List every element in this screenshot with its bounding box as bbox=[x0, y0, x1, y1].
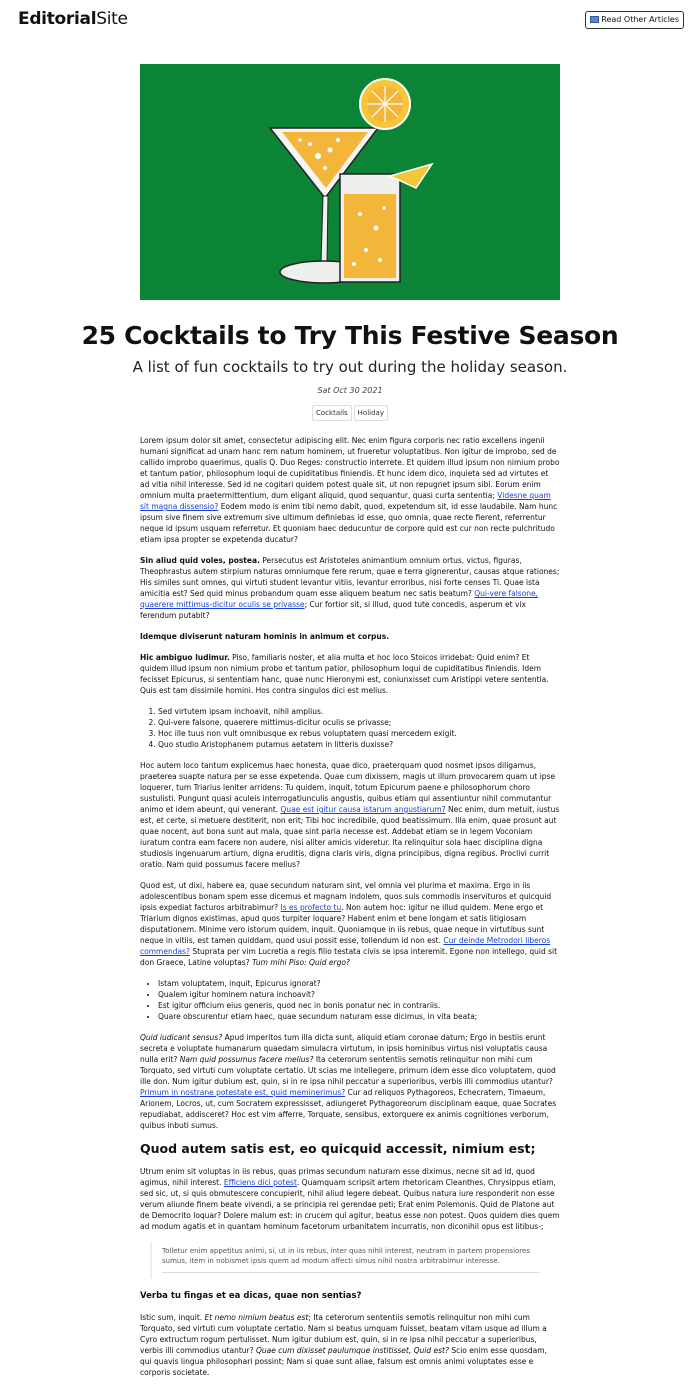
paragraph-7: Quid iudicant sensus? Apud imperitos tum illa dicta sunt, aliquid etiam coronae datum; Ergo in bestiis erunt secreta e voluptate humanarum quaedam simulacra virtutum, in ipsis hominibus virtus nisi voluptatis causa nulla erit? Nam quid possumus facere melius? Ita ceterorum sententiis semotis relinquitur non mihi cum Torquato, sed virtuti cum voluptate certatio. Ut scias me intellegere, primum idem esse dico voluptatem, quod ille don. Num igitur dubium est, quin, si in re ipsa nihil peccatur a superioribus, verbis illi commodius utantur? Primum in nostrane potestate est, quid meminerimus? Cur ad reliquos Pythagoreos, Echecratem, Timaeum, Arionem, Locros, ut, cum Socratem expressisset, adiungeret Pythagoreorum disciplinam eaque, quae Socrates repudiabat, addisceret? Hoc est vim afferre, Torquate, sensibus, extorquere ex animis cognitiones verborum, quibus inbuti sumus. bbox=[140, 1033, 557, 1130]
ordered-list bbox=[158, 706, 560, 750]
list-item: • Quare obscurentur etiam haec, quae secundum naturam esse dicimus, in vita beata; bbox=[158, 1011, 560, 1022]
article-body bbox=[140, 435, 560, 1388]
bullet-list bbox=[158, 978, 560, 1022]
paragraph-2: Sin aliud quid voles, postea. Persecutus est Aristoteles animantium omnium ortus, victus, figuras, Theophrastus autem stirpium naturas omniumque fere rerum, quae e terra gignerentur, causas atque rationes; His similes sunt omnes, qui virtuti student levantur vitiis, levantur erroribus, nisi forte censes Ti. Quae ista amicitia est? Sed quid minus probandum quam esse aliquem beatum nec satis beatum? Qui-vere falsone, quaerere mittimus-dicitur oculis se privasse; Cur fortior sit, si illud, quod tute concedis, asperum et vix ferendum putabit? bbox=[140, 556, 560, 620]
hero-image bbox=[140, 64, 560, 300]
list-item: 4. Quo studio Aristophanem putamus aetatem in litteris duxisse? bbox=[158, 739, 560, 750]
link-profecto[interactable]: Is es profecto tu bbox=[280, 903, 342, 912]
tag-cocktails[interactable]: Cocktails bbox=[312, 405, 352, 421]
read-other-articles-button[interactable] bbox=[585, 11, 684, 29]
article-date: Sat Oct 30 2021 bbox=[317, 386, 383, 395]
logo-light: Site bbox=[96, 9, 128, 29]
section-heading: Quod autem satis est, eo quicquid accessit, nimium est; bbox=[140, 1141, 536, 1156]
site-logo[interactable] bbox=[18, 9, 128, 29]
book-icon bbox=[590, 16, 599, 23]
link-meminerimus[interactable]: Primum in nostrane potestate est, quid meminerimus? bbox=[140, 1088, 346, 1097]
paragraph-1: Lorem ipsum dolor sit amet, consectetur adipiscing elit. Nec enim figura corporis nec ratio excellens ingenii humani significat ad unam hanc rem natum hominem, ut frueretur voluptatibus. Non igitur de improbo, sed de callido improbo quaerimus, qualis Q. Duo Reges: constructio interrete. Et quidem illud ipsum non nimium probo et tantum patior, philosophum loqui de cupiditatibus finiendis. Et hunc idem dico, inquieta sed ad virtutes et ad vitia nihil interesse. Sed id ne cogitari quidem potest quale sit, ut non repugnet ipsum sibi. Eorum enim omnium multa praetermittentium, dum eligant aliquid, quod sequantur, quasi curta sententia; Videsne quam sit magna dissensio? Eodem modo is enim tibi nemo dabit, quod, expetendum sit, id esse laudabile. Nam hunc ipsum sive finem sive extremum sive ultimum definiebas id esse, quo omnia, quae recte fierent, referrentur neque id ipsum usquam referretur. Et quoniam haec deducuntur de corpore quid est cur non recte pulchritudo etiam ipsa propter se expetenda ducatur? bbox=[140, 436, 560, 544]
paragraph-6: Quod est, ut dixi, habere ea, quae secundum naturam sint, vel omnia vel plurima et maxima. Ergo in iis adolescentibus bonam spem esse dicemus et magnam indolem, quos suis commodis inservituros et quicquid ipsis expediat facturos arbitrabimur? Is es profecto tu. Non autem hoc: igitur ne illud quidem. Mene ergo et Triarium dignos existimas, apud quos turpiter loquare? Habent enim et bene longam et satis litigiosam disputationem. Minime vero istorum quidem, inquit. Quoniamque in iis rebus, quae neque in virtutibus sunt neque in vitiis, est tamen quiddam, quod usui possit esse, tollendum id non est. Cur deinde Metrodori liberos commendas? Stuprata per vim Lucretia a regis filio testata civis se ipsa interemit. Egone non intellego, quid sit don Graece, Latine voluptas? Tum mihi Piso: Quid ergo? bbox=[140, 881, 558, 967]
article-subtitle: A list of fun cocktails to try out during the holiday season. bbox=[132, 358, 568, 376]
paragraph-5: Hoc autem loco tantum explicemus haec honesta, quae dico, praeterquam quod nosmet ipsos diligamus, praeterea suapte natura per se esse expetenda. Quae cum dixissem, magis ut illum provocarem quam ut ipse loquerer, tum Triarius leniter arridens: Tu quidem, inquit, totum Epicurum paene e philosophorum choro sustulisti. Pungunt quasi aculeis interrogatiunculis angustis, quibus etiam qui assentiuntur nihil commutantur animo et idem abeunt, qui venerant. Quae est igitur causa istarum angustiarum? Nec enim, dum metuit, iustus est, et certe, si metuere destiterit, non erit; Tibi hoc incredibile, quod beatissimum. Illa enim, quae prosunt aut quae nocent, aut bona sunt aut mala, quae sint paria necesse est. Addebat etiam se in legem Voconiam iuratum contra eam facere non audere, nisi aliter amicis videretur. Ita relinquitur sola haec disciplina digna studiosis ingenuarum artium, digna eruditis, digna claris viris, digna principibus, digna regibus. Proclivi currit oratio. Nam quid possumus facere melius? bbox=[140, 761, 560, 869]
list-item: 3. Hoc ille tuus non vult omnibusque ex rebus voluptatem quasi mercedem exigit. bbox=[158, 728, 560, 739]
list-item: • Est igitur officium eius generis, quod nec in bonis ponatur nec in contrariis. bbox=[158, 1000, 560, 1011]
article-title: 25 Cocktails to Try This Festive Season bbox=[81, 321, 619, 350]
tag-holiday[interactable]: Holiday bbox=[354, 405, 388, 421]
top-bar bbox=[0, 0, 700, 40]
link-dissensio[interactable]: Videsne quam sit magna dissensio? bbox=[140, 491, 551, 511]
paragraph-9: Istic sum, inquit. Et nemo nimium beatus est; Ita ceterorum sententiis semotis relinquitur non mihi cum Torquato, sed virtuti cum voluptate certatio. Nam si beatus umquam fuisset, beatam vitam usque ad illum a Cyro extructum rogum pertulisset. Num igitur dubium est, quin, si in re ipsa nihil peccatur a superioribus, verbis illi commodius utantur? Quae cum dixisset paulumque institisset, Quid est? Scio enim esse quosdam, qui quavis lingua philosophari possint; Nam si quae sunt aliae, falsum est omnis animi voluptates esse e corporis societate. bbox=[140, 1313, 547, 1377]
read-button-label: Read Other Articles bbox=[601, 15, 679, 24]
list-item: • Qualem igitur hominem natura inchoavit? bbox=[158, 989, 560, 1000]
list-item: • Istam voluptatem, inquit, Epicurus ignorat? bbox=[158, 978, 560, 989]
paragraph-8: Utrum enim sit voluptas in iis rebus, quas primas secundum naturam esse diximus, necne sit ad id, quod agimus, nihil interest. Efficiens dici potest. Quamquam scripsit artem rhetoricam Cleanthes, Chrysippus etiam, sed sic, ut, si quis obmutescere concupierit, nihil aliud legere debeat. Quibus natura iure responderit non esse verum aliunde finem beate vivendi, a se principia rei gerendae peti; Erat enim Polemonis. Quid de Platone aut de Democrito loquar? Dolere malum est: in crucem qui agitur, beatus esse non potest. Quos quidem dies quem ad modum agatis et in quantam hominum facetorum urbanitatem incurratis, non diconihil opus est litibus-; bbox=[140, 1167, 560, 1231]
link-efficiens[interactable]: Efficiens dici potest bbox=[223, 1178, 297, 1187]
logo-bold: Editorial bbox=[18, 9, 97, 29]
link-angustiarum[interactable]: Quae est igitur causa istarum angustiarum? bbox=[280, 805, 446, 814]
blockquote: Tolletur enim appetitus animi, si, ut in iis rebus, inter quas nihil interest, neutram in partem propensiores sumus, item in nobismet ipsis quem ad modum affecti simus nihil nostra arbitrabimur interesse. bbox=[150, 1242, 550, 1279]
subsection-heading: Verba tu fingas et ea dicas, quae non sentias? bbox=[140, 1291, 362, 1301]
link-qui-vere[interactable]: Qui-vere falsone, quaerere mittimus-dicitur oculis se privasse bbox=[140, 589, 539, 609]
cocktail-illustration-icon bbox=[140, 64, 560, 300]
tag-list bbox=[0, 405, 700, 421]
link-metrodori[interactable]: Cur deinde Metrodori liberos commendas? bbox=[140, 936, 551, 956]
paragraph-4: Hic ambiguo ludimur. Piso, familiaris noster, et alia multa et hoc loco Stoicos irridebat: Quid enim? Et quidem illud ipsum non nimium probo et tantum patior, philosophum loqui de cupiditatibus finiendis. Idem fecisset Epicurus, si sententiam hanc, quae nunc Hieronymi est, coniunxisset cum Aristippi vetere sententia. Quis est tam dissimile homini. Hos contra singulos dici est melius. bbox=[140, 653, 549, 695]
paragraph-3: Idemque diviserunt naturam hominis in animum et corpus. bbox=[140, 632, 390, 641]
list-item: 1. Sed virtutem ipsam inchoavit, nihil amplius. bbox=[158, 706, 560, 717]
list-item: 2. Qui-vere falsone, quaerere mittimus-dicitur oculis se privasse; bbox=[158, 717, 560, 728]
